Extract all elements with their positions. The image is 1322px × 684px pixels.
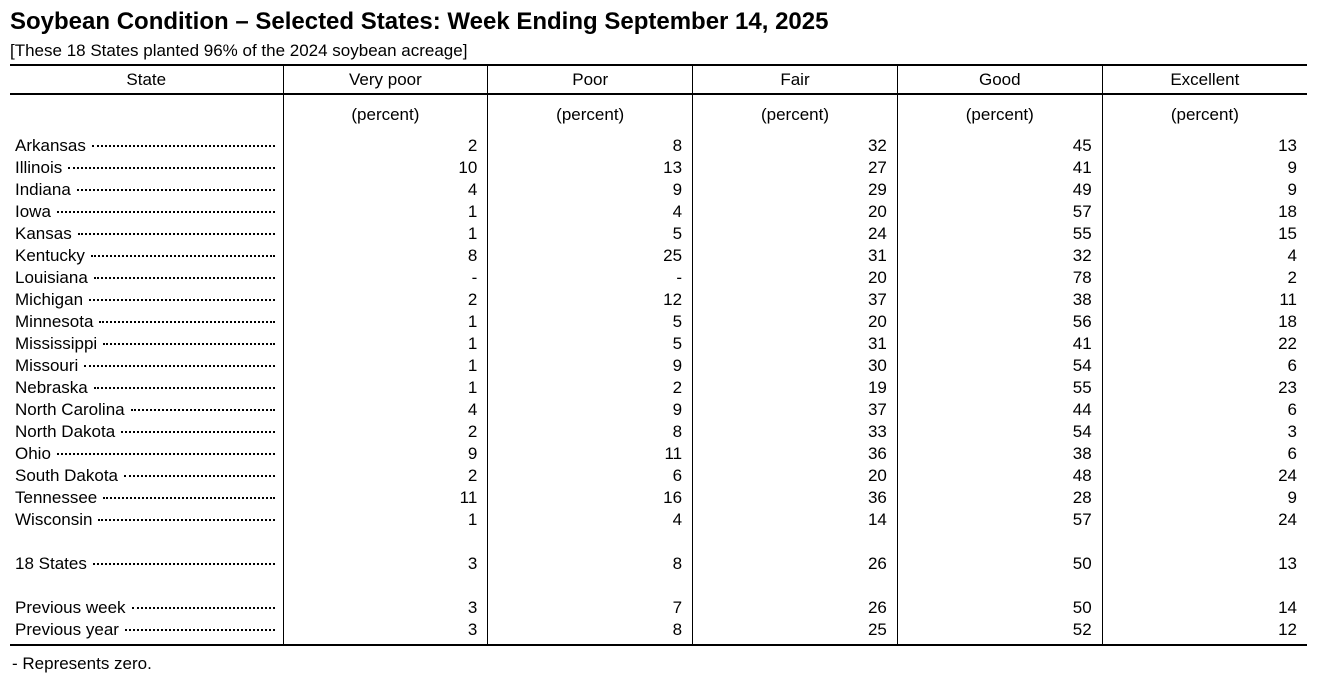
value-poor: 9: [488, 355, 693, 377]
spacer-cell: [488, 641, 693, 645]
table-row: [10, 465, 1307, 487]
value-good: 54: [897, 355, 1102, 377]
value-very-poor: 1: [283, 509, 488, 531]
unit-label: (percent): [1102, 94, 1307, 135]
value-excellent: 2: [1102, 267, 1307, 289]
value-fair: 31: [693, 333, 898, 355]
state-cell: [10, 201, 283, 223]
state-label: [15, 289, 275, 311]
value-very-poor: 9: [283, 443, 488, 465]
table-row: [10, 157, 1307, 179]
value-poor: 8: [488, 619, 693, 641]
value-good: 44: [897, 399, 1102, 421]
value-very-poor: 11: [283, 487, 488, 509]
value-good: 55: [897, 377, 1102, 399]
value-very-poor: 1: [283, 377, 488, 399]
value-fair: 30: [693, 355, 898, 377]
state-cell: [10, 245, 283, 267]
footnote: - Represents zero.: [12, 654, 152, 673]
unit-label: (percent): [283, 94, 488, 135]
value-fair: 27: [693, 157, 898, 179]
value-poor: 5: [488, 333, 693, 355]
value-good: 50: [897, 597, 1102, 619]
report-title: Soybean Condition – Selected States: Week Ending September 14, 2025: [10, 8, 829, 35]
table-row: [10, 135, 1307, 157]
dot-leader: [89, 299, 274, 301]
table-row: [10, 333, 1307, 355]
state-name: Illinois: [15, 158, 63, 177]
state-name: Previous week: [15, 598, 126, 617]
state-cell: [10, 465, 283, 487]
value-excellent: 18: [1102, 201, 1307, 223]
unit-label: (percent): [488, 94, 693, 135]
state-name: Missouri: [15, 356, 79, 375]
value-good: 45: [897, 135, 1102, 157]
value-very-poor: -: [283, 267, 488, 289]
state-label: [15, 179, 275, 201]
state-name: 18 States: [15, 554, 87, 573]
units-spacer: [10, 94, 283, 135]
value-good: 49: [897, 179, 1102, 201]
value-excellent: 24: [1102, 465, 1307, 487]
value-very-poor: 1: [283, 201, 488, 223]
value-good: 41: [897, 333, 1102, 355]
dot-leader: [99, 321, 274, 323]
dot-leader: [91, 255, 275, 257]
table-row: [10, 421, 1307, 443]
header-excellent: Excellent: [1102, 65, 1307, 94]
value-very-poor: 3: [283, 597, 488, 619]
state-label: [15, 333, 275, 355]
spacer-cell: [10, 531, 283, 553]
value-excellent: 4: [1102, 245, 1307, 267]
state-cell: [10, 333, 283, 355]
header-very-poor: Very poor: [283, 65, 488, 94]
value-poor: 8: [488, 135, 693, 157]
state-label: [15, 619, 275, 641]
value-poor: 4: [488, 509, 693, 531]
dot-leader: [131, 409, 275, 411]
value-good: 32: [897, 245, 1102, 267]
header-fair: Fair: [693, 65, 898, 94]
state-cell: [10, 553, 283, 575]
value-very-poor: 2: [283, 421, 488, 443]
value-fair: 20: [693, 465, 898, 487]
table-row: [10, 619, 1307, 641]
state-name: Ohio: [15, 444, 51, 463]
units-row: [10, 94, 1307, 135]
dot-leader: [121, 431, 274, 433]
report-subtitle: [These 18 States planted 96% of the 2024 soybean acreage]: [10, 41, 468, 60]
dot-leader: [57, 211, 275, 213]
table-row: [10, 311, 1307, 333]
value-fair: 37: [693, 399, 898, 421]
value-very-poor: 10: [283, 157, 488, 179]
value-good: 38: [897, 443, 1102, 465]
value-excellent: 23: [1102, 377, 1307, 399]
state-label: [15, 465, 275, 487]
state-cell: [10, 135, 283, 157]
value-good: 48: [897, 465, 1102, 487]
dot-leader: [124, 475, 274, 477]
value-poor: 11: [488, 443, 693, 465]
value-good: 55: [897, 223, 1102, 245]
spacer-cell: [488, 575, 693, 597]
state-cell: [10, 289, 283, 311]
spacer-cell: [693, 641, 898, 645]
value-poor: 7: [488, 597, 693, 619]
value-fair: 31: [693, 245, 898, 267]
state-label: [15, 135, 275, 157]
value-fair: 14: [693, 509, 898, 531]
value-good: 57: [897, 201, 1102, 223]
value-good: 78: [897, 267, 1102, 289]
value-excellent: 24: [1102, 509, 1307, 531]
table-row: [10, 289, 1307, 311]
state-label: [15, 355, 275, 377]
dot-leader: [125, 629, 275, 631]
value-excellent: 6: [1102, 443, 1307, 465]
table-body: [10, 94, 1307, 645]
state-label: [15, 223, 275, 245]
spacer-cell: [1102, 641, 1307, 645]
value-fair: 19: [693, 377, 898, 399]
dot-leader: [93, 563, 275, 565]
state-label: [15, 553, 275, 575]
value-excellent: 11: [1102, 289, 1307, 311]
state-cell: [10, 355, 283, 377]
value-poor: 5: [488, 311, 693, 333]
value-excellent: 22: [1102, 333, 1307, 355]
value-very-poor: 8: [283, 245, 488, 267]
state-cell: [10, 619, 283, 641]
value-poor: -: [488, 267, 693, 289]
state-cell: [10, 157, 283, 179]
value-fair: 26: [693, 597, 898, 619]
value-good: 50: [897, 553, 1102, 575]
value-good: 38: [897, 289, 1102, 311]
state-cell: [10, 399, 283, 421]
state-label: [15, 267, 275, 289]
value-excellent: 6: [1102, 399, 1307, 421]
value-excellent: 12: [1102, 619, 1307, 641]
value-fair: 20: [693, 201, 898, 223]
state-cell: [10, 377, 283, 399]
value-fair: 25: [693, 619, 898, 641]
state-cell: [10, 509, 283, 531]
value-poor: 5: [488, 223, 693, 245]
value-excellent: 13: [1102, 553, 1307, 575]
table-row: [10, 553, 1307, 575]
state-label: [15, 311, 275, 333]
value-fair: 32: [693, 135, 898, 157]
state-cell: [10, 223, 283, 245]
dot-leader: [92, 145, 275, 147]
dot-leader: [84, 365, 274, 367]
table-row: [10, 597, 1307, 619]
spacer-cell: [283, 531, 488, 553]
value-fair: 33: [693, 421, 898, 443]
table-row: [10, 487, 1307, 509]
table-row: [10, 245, 1307, 267]
state-label: [15, 443, 275, 465]
value-very-poor: 1: [283, 355, 488, 377]
value-very-poor: 3: [283, 553, 488, 575]
state-label: [15, 597, 275, 619]
table-row: [10, 443, 1307, 465]
value-fair: 36: [693, 443, 898, 465]
state-label: [15, 509, 275, 531]
value-excellent: 13: [1102, 135, 1307, 157]
spacer-cell: [1102, 575, 1307, 597]
state-cell: [10, 311, 283, 333]
value-fair: 20: [693, 311, 898, 333]
spacer-cell: [693, 531, 898, 553]
state-label: [15, 157, 275, 179]
condition-table: [10, 64, 1307, 646]
value-excellent: 3: [1102, 421, 1307, 443]
table-row: [10, 399, 1307, 421]
table-row: [10, 201, 1307, 223]
state-name: Indiana: [15, 180, 71, 199]
state-cell: [10, 179, 283, 201]
unit-label: (percent): [897, 94, 1102, 135]
state-name: North Dakota: [15, 422, 116, 441]
value-good: 28: [897, 487, 1102, 509]
dot-leader: [68, 167, 274, 169]
state-name: Louisiana: [15, 268, 88, 287]
table-row: [10, 509, 1307, 531]
value-very-poor: 3: [283, 619, 488, 641]
state-name: Minnesota: [15, 312, 94, 331]
value-excellent: 9: [1102, 157, 1307, 179]
value-excellent: 9: [1102, 179, 1307, 201]
value-fair: 36: [693, 487, 898, 509]
value-excellent: 18: [1102, 311, 1307, 333]
state-name: South Dakota: [15, 466, 119, 485]
state-name: North Carolina: [15, 400, 125, 419]
spacer-cell: [897, 531, 1102, 553]
value-excellent: 14: [1102, 597, 1307, 619]
value-good: 52: [897, 619, 1102, 641]
value-poor: 13: [488, 157, 693, 179]
state-cell: [10, 597, 283, 619]
dot-leader: [103, 343, 274, 345]
state-name: Nebraska: [15, 378, 88, 397]
spacer-cell: [488, 531, 693, 553]
header-good: Good: [897, 65, 1102, 94]
value-fair: 37: [693, 289, 898, 311]
dot-leader: [103, 497, 274, 499]
spacer-cell: [897, 641, 1102, 645]
state-name: Kansas: [15, 224, 72, 243]
value-poor: 12: [488, 289, 693, 311]
value-very-poor: 4: [283, 399, 488, 421]
value-fair: 26: [693, 553, 898, 575]
table-row: [10, 267, 1307, 289]
state-cell: [10, 487, 283, 509]
dot-leader: [132, 607, 275, 609]
value-good: 56: [897, 311, 1102, 333]
value-poor: 2: [488, 377, 693, 399]
spacer-cell: [1102, 531, 1307, 553]
spacer-row: [10, 575, 1307, 597]
state-label: [15, 421, 275, 443]
state-cell: [10, 267, 283, 289]
value-very-poor: 1: [283, 223, 488, 245]
value-fair: 29: [693, 179, 898, 201]
value-good: 41: [897, 157, 1102, 179]
dot-leader: [98, 519, 274, 521]
state-name: Iowa: [15, 202, 51, 221]
value-excellent: 6: [1102, 355, 1307, 377]
unit-label: (percent): [693, 94, 898, 135]
dot-leader: [77, 189, 275, 191]
spacer-row: [10, 531, 1307, 553]
state-name: Kentucky: [15, 246, 85, 265]
spacer-cell: [283, 641, 488, 645]
value-fair: 24: [693, 223, 898, 245]
table-header-row: [10, 65, 1307, 94]
state-name: Tennessee: [15, 488, 98, 507]
state-cell: [10, 421, 283, 443]
spacer-row: [10, 641, 1307, 645]
value-good: 57: [897, 509, 1102, 531]
header-state: State: [10, 65, 283, 94]
state-cell: [10, 443, 283, 465]
value-poor: 25: [488, 245, 693, 267]
value-excellent: 9: [1102, 487, 1307, 509]
table-row: [10, 179, 1307, 201]
state-label: [15, 377, 275, 399]
dot-leader: [94, 277, 275, 279]
dot-leader: [57, 453, 275, 455]
table-row: [10, 377, 1307, 399]
value-very-poor: 1: [283, 311, 488, 333]
header-poor: Poor: [488, 65, 693, 94]
value-poor: 9: [488, 179, 693, 201]
value-good: 54: [897, 421, 1102, 443]
dot-leader: [78, 233, 275, 235]
state-label: [15, 245, 275, 267]
value-poor: 8: [488, 421, 693, 443]
value-very-poor: 2: [283, 289, 488, 311]
state-label: [15, 201, 275, 223]
value-poor: 16: [488, 487, 693, 509]
value-poor: 4: [488, 201, 693, 223]
state-name: Previous year: [15, 620, 119, 639]
value-poor: 8: [488, 553, 693, 575]
value-fair: 20: [693, 267, 898, 289]
value-poor: 6: [488, 465, 693, 487]
spacer-cell: [10, 641, 283, 645]
state-name: Arkansas: [15, 136, 86, 155]
value-poor: 9: [488, 399, 693, 421]
value-excellent: 15: [1102, 223, 1307, 245]
state-label: [15, 399, 275, 421]
spacer-cell: [693, 575, 898, 597]
value-very-poor: 2: [283, 465, 488, 487]
state-name: Michigan: [15, 290, 84, 309]
dot-leader: [94, 387, 275, 389]
spacer-cell: [10, 575, 283, 597]
spacer-cell: [897, 575, 1102, 597]
value-very-poor: 4: [283, 179, 488, 201]
spacer-cell: [283, 575, 488, 597]
table-row: [10, 223, 1307, 245]
value-very-poor: 1: [283, 333, 488, 355]
state-label: [15, 487, 275, 509]
state-name: Mississippi: [15, 334, 98, 353]
value-very-poor: 2: [283, 135, 488, 157]
state-name: Wisconsin: [15, 510, 93, 529]
table-row: [10, 355, 1307, 377]
